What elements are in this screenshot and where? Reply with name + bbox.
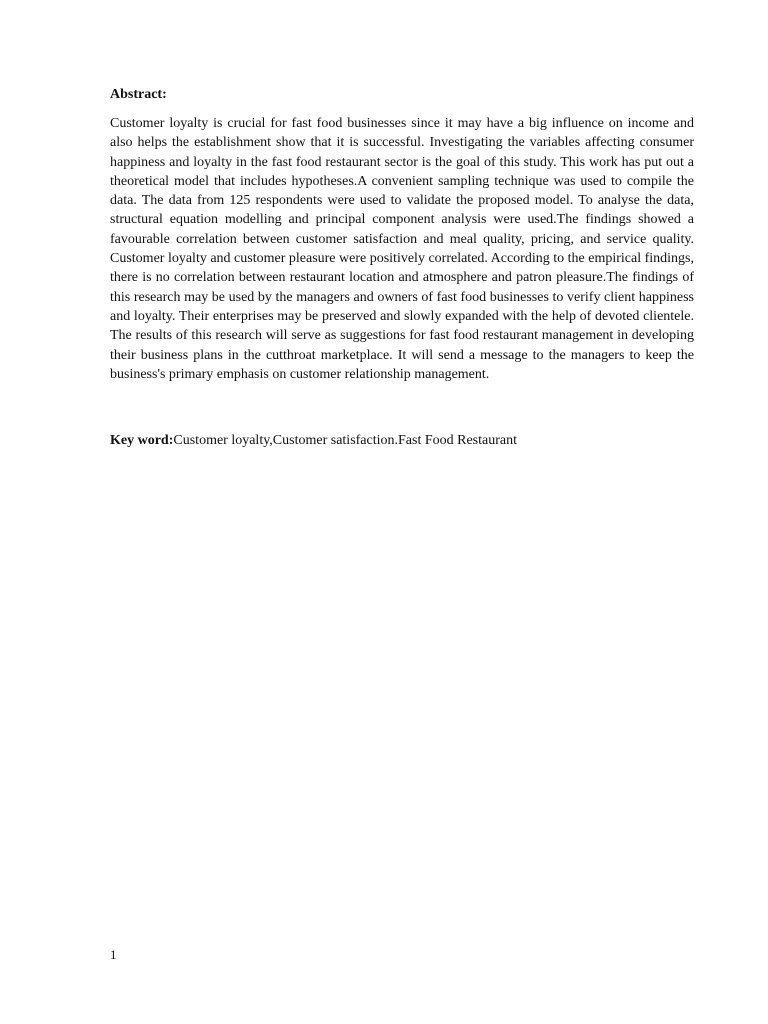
keywords-label: Key word: [110, 433, 174, 448]
page-number: 1 [110, 947, 117, 962]
keywords-line [110, 432, 694, 450]
abstract-body-text: Customer loyalty is crucial for fast food businesses since it may have a big influence on income and also helps the establishment show that it is successful. Investigating the variables affecting consumer happiness and loyalty in the fast food restaurant sector is the goal of this study. This work has put out a theoretical model that includes hypotheses.A convenient sampling technique was used to compile the data. The data from 125 respondents were used to validate the proposed model. To analyse the data, structural equation modelling and principal component analysis were used.The findings showed a favourable correlation between customer satisfaction and meal quality, pricing, and service quality. Customer loyalty and customer pleasure were positively correlated. According to the empirical findings, there is no correlation between restaurant location and atmosphere and patron pleasure.The findings of this research may be used by the managers and owners of fast food businesses to verify client happiness and loyalty. Their enterprises may be preserved and slowly expanded with the help of devoted clientele. The results of this research will serve as suggestions for fast food restaurant management in developing their business plans in the cutthroat marketplace. It will send a message to the managers to keep the business's primary emphasis on customer relationship management. [110, 116, 694, 382]
abstract-heading: Abstract: [110, 87, 167, 102]
keywords-value: Customer loyalty,Customer satisfaction.Fast Food Restaurant [173, 433, 517, 448]
